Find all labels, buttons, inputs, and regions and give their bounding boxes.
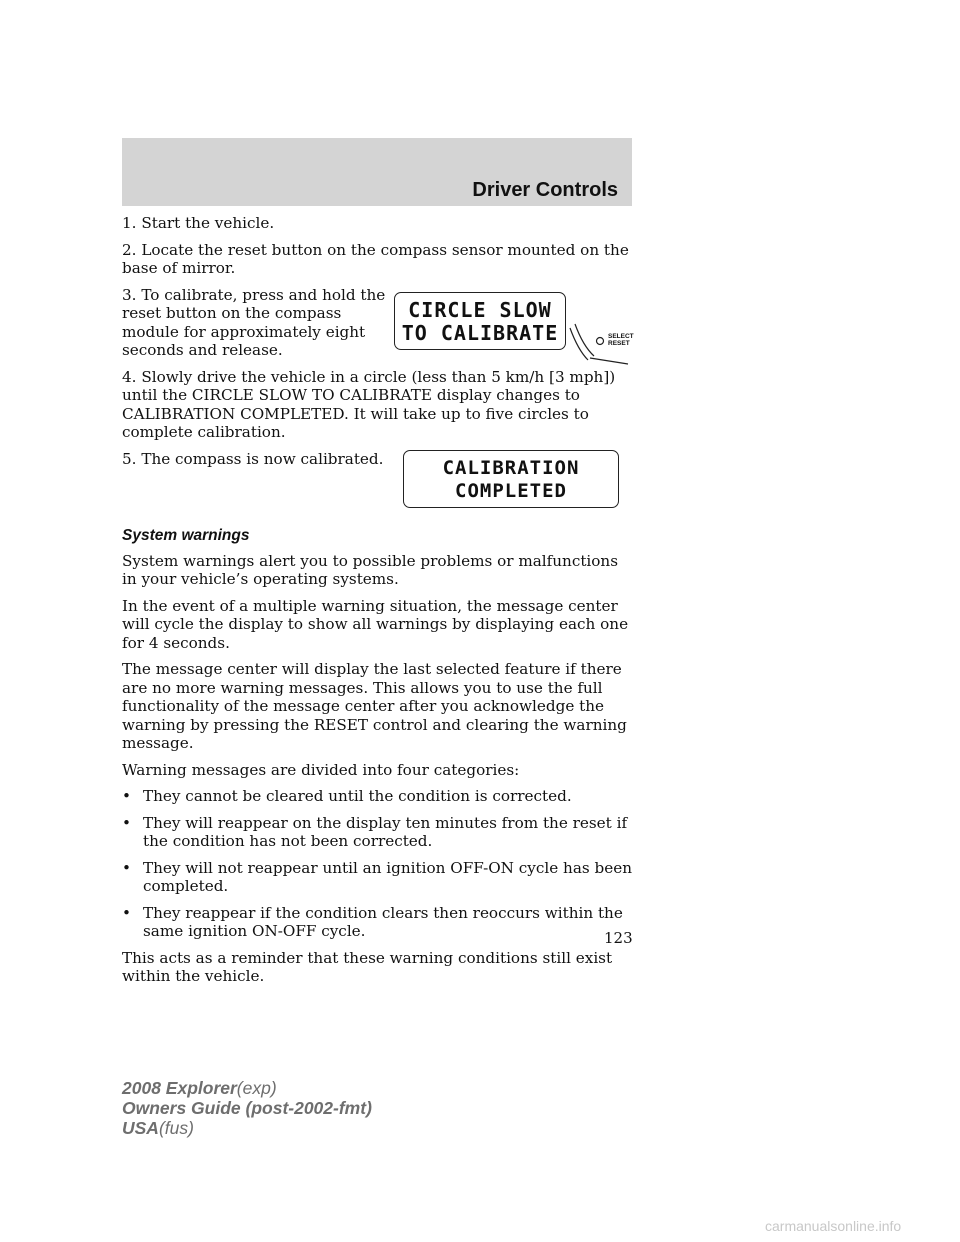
paragraph: The message center will display the last selected feature if there are no more warning messages. This allows you to use the full functionality of the message center after you acknowledge the warning by pressing the RESET control and clearing the warning message. — [122, 660, 627, 752]
footer-model: 2008 Explorer — [122, 1078, 237, 1098]
calibration-completed-display — [403, 450, 619, 508]
bullet-text: They cannot be cleared until the condition is corrected. — [143, 787, 572, 805]
calibrate-display — [394, 292, 566, 350]
bullet-text: They reappear if the condition clears then reoccurs within the same ignition ON-OFF cycle. — [143, 903, 623, 940]
select-reset-label — [608, 333, 634, 347]
paragraph: System warnings alert you to possible problems or malfunctions in your vehicle’s operating systems. — [122, 551, 619, 588]
step-4 — [122, 368, 632, 442]
bullet-text: They will reappear on the display ten minutes from the reset if the condition has not been corrected. — [143, 813, 628, 850]
paragraph: Warning messages are divided into four categories: — [122, 760, 520, 779]
header-band — [122, 138, 632, 206]
bullet-dot: • — [122, 903, 131, 922]
watermark: carmanualsonline.info — [765, 1218, 902, 1234]
section-heading: System warnings — [122, 527, 250, 544]
footer-region: USA — [122, 1118, 159, 1138]
reset-button-icon — [597, 338, 604, 345]
footer-region-code: (fus) — [158, 1118, 194, 1138]
bullet-text: They will not reappear until an ignition OFF-ON cycle has been completed. — [143, 858, 632, 895]
footer-guide: Owners Guide (post-2002-fmt) — [122, 1098, 372, 1118]
reset-label: RESET — [608, 340, 630, 347]
closing-paragraph: This acts as a reminder that these warning conditions still exist within the vehicle. — [122, 948, 613, 985]
paragraph: In the event of a multiple warning situation, the message center will cycle the display to show all warnings by displaying each one for 4 seconds. — [122, 596, 629, 652]
step-2: 2. Locate the reset button on the compass sensor mounted on the base of mirror. — [122, 240, 629, 277]
footer-model-code: (exp) — [236, 1078, 277, 1098]
bullet-dot: • — [122, 787, 131, 805]
display-line: TO CALIBRATE — [401, 321, 559, 345]
step-1: 1. Start the vehicle. — [122, 214, 275, 232]
page-number: 123 — [604, 929, 633, 947]
step-5: 5. The compass is now calibrated. — [122, 449, 384, 468]
step-4-text: 4. Slowly drive the vehicle in a circle (less than 5 km/h [3 mph]) until the CIRCLE SLOW TO CALIBRATE display changes to CALIBRATION COMPLETED. It will take up to five circles to complete calibration. — [122, 367, 616, 441]
display-line: CIRCLE SLOW — [408, 298, 552, 322]
footer — [122, 1078, 372, 1138]
select-label: SELECT — [608, 333, 634, 340]
step-3: 3. To calibrate, press and hold the reset button on the compass module for approximately eight seconds and release. — [122, 285, 386, 359]
display-line: CALIBRATION — [442, 457, 580, 479]
bullet-dot: • — [122, 858, 131, 877]
bullet-item — [122, 859, 632, 896]
display-line: COMPLETED — [455, 480, 567, 502]
bullet-item — [122, 814, 632, 851]
bullet-item — [122, 904, 632, 941]
bullet-dot: • — [122, 813, 131, 832]
bullet-item — [122, 787, 632, 806]
section-title: Driver Controls — [472, 179, 618, 201]
